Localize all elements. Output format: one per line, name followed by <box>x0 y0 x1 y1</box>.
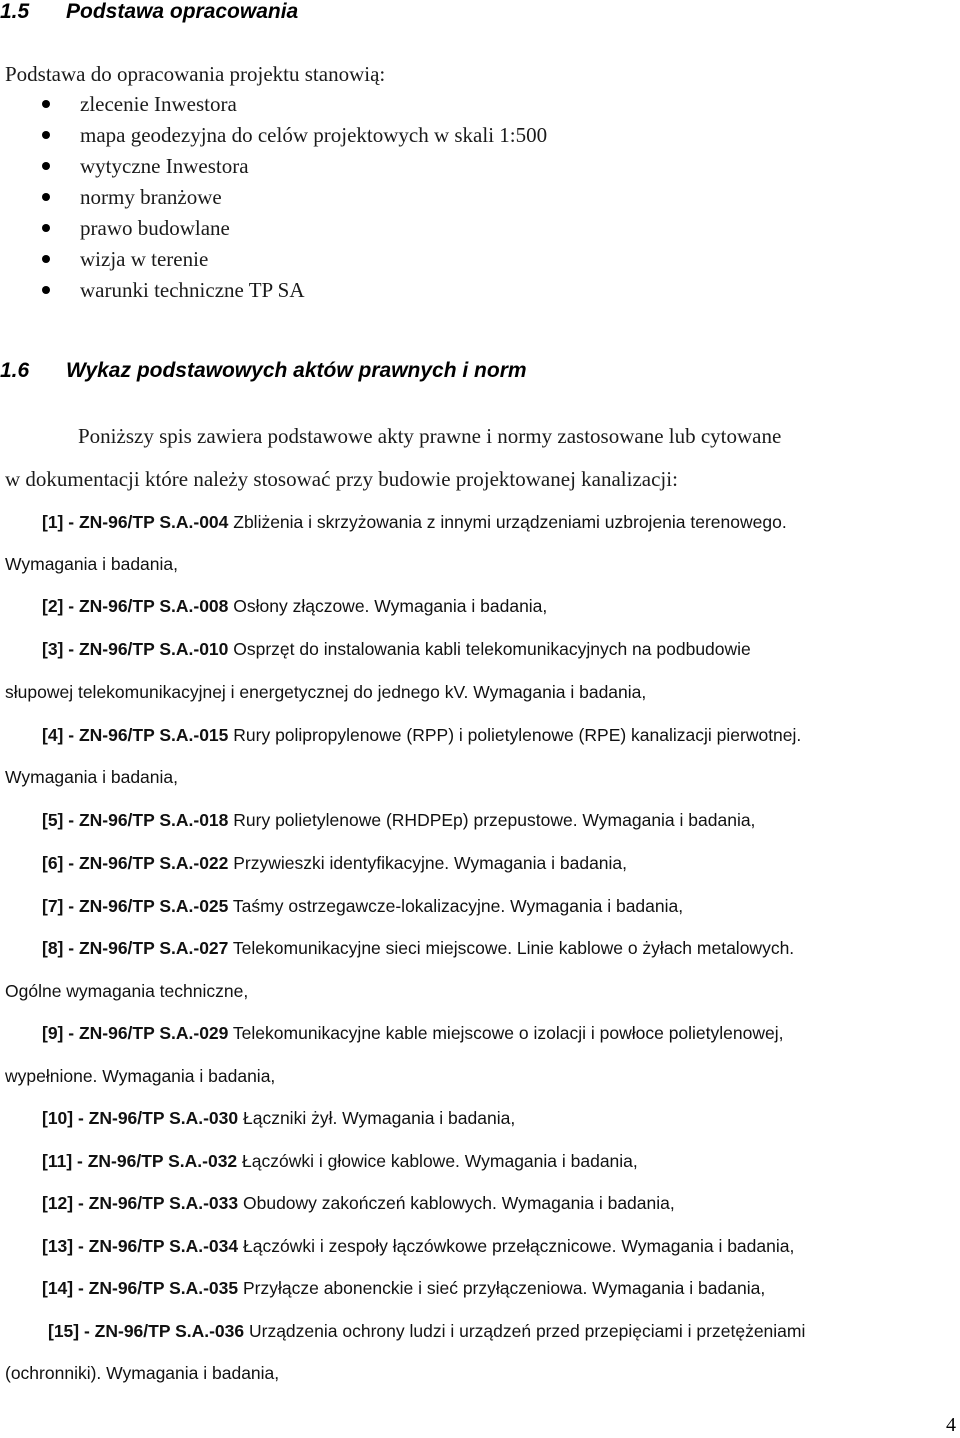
reference-code: [9] - ZN-96/TP S.A.-029 <box>42 1023 229 1043</box>
reference-text: Osłony złączowe. Wymagania i badania, <box>228 596 548 616</box>
reference-item <box>42 1150 638 1172</box>
reference-item <box>42 852 627 874</box>
bullet-icon <box>42 193 50 201</box>
bullet-icon <box>42 100 50 108</box>
reference-code: [3] - ZN-96/TP S.A.-010 <box>42 639 229 659</box>
reference-continuation: Ogólne wymagania techniczne, <box>5 981 249 1001</box>
reference-code: [11] - ZN-96/TP S.A.-032 <box>42 1151 238 1171</box>
list-item <box>0 278 547 309</box>
page-number: 4 <box>946 1414 956 1436</box>
reference-text: Łączniki żył. Wymagania i badania, <box>238 1108 516 1128</box>
reference-item <box>42 1192 675 1214</box>
reference-code: [6] - ZN-96/TP S.A.-022 <box>42 853 229 873</box>
paragraph-line-2: w dokumentacji które należy stosować przy budowie projektowanej kanalizacji: <box>5 467 678 491</box>
list-item <box>0 185 547 216</box>
reference-code: [5] - ZN-96/TP S.A.-018 <box>42 810 229 830</box>
reference-code: [14] - ZN-96/TP S.A.-035 <box>42 1278 239 1298</box>
reference-text: Telekomunikacyjne kable miejscowe o izolacji i powłoce polietylenowej, <box>228 1023 784 1043</box>
reference-continuation: słupowej telekomunikacyjnej i energetycznej do jednego kV. Wymagania i badania, <box>5 682 647 702</box>
reference-code: [8] - ZN-96/TP S.A.-027 <box>42 938 229 958</box>
reference-code: [10] - ZN-96/TP S.A.-030 <box>42 1108 239 1128</box>
reference-code: [7] - ZN-96/TP S.A.-025 <box>42 896 229 916</box>
reference-text: Taśmy ostrzegawcze-lokalizacyjne. Wymagania i badania, <box>228 896 684 916</box>
reference-text: Przywieszki identyfikacyjne. Wymagania i badania, <box>228 853 628 873</box>
section-title: Wykaz podstawowych aktów prawnych i norm <box>66 359 527 382</box>
reference-item <box>42 809 755 831</box>
list-item <box>0 216 547 247</box>
list-item <box>0 123 547 154</box>
reference-item <box>42 724 801 746</box>
reference-code: [13] - ZN-96/TP S.A.-034 <box>42 1236 239 1256</box>
reference-item <box>42 937 794 959</box>
list-item <box>0 247 547 278</box>
section-heading-1-5 <box>0 0 298 24</box>
bullet-icon <box>42 162 50 170</box>
reference-item <box>42 1022 784 1044</box>
reference-continuation: Wymagania i badania, <box>5 554 179 574</box>
reference-text: Przyłącze abonenckie i sieć przyłączeniowa. Wymagania i badania, <box>238 1278 766 1298</box>
list-item-text: wytyczne Inwestora <box>80 154 249 178</box>
reference-code: [2] - ZN-96/TP S.A.-008 <box>42 596 229 616</box>
bullet-icon <box>42 286 50 294</box>
reference-item <box>42 895 683 917</box>
reference-code: [12] - ZN-96/TP S.A.-033 <box>42 1193 239 1213</box>
reference-text: Osprzęt do instalowania kabli telekomunikacyjnych na podbudowie <box>228 639 751 659</box>
reference-item <box>42 1235 794 1257</box>
reference-continuation: Wymagania i badania, <box>5 767 179 787</box>
list-item <box>0 92 547 123</box>
section-heading-1-6 <box>0 359 527 383</box>
bullet-icon <box>42 131 50 139</box>
list-item <box>0 154 547 185</box>
list-item-text: mapa geodezyjna do celów projektowych w skali 1:500 <box>80 123 548 147</box>
reference-text: Zbliżenia i skrzyżowania z innymi urządzeniami uzbrojenia terenowego. <box>228 512 787 532</box>
reference-text: Urządzenia ochrony ludzi i urządzeń przed przepięciami i przetężeniami <box>244 1321 806 1341</box>
reference-item <box>42 511 787 533</box>
reference-text: Rury polietylenowe (RHDPEp) przepustowe. Wymagania i badania, <box>228 810 756 830</box>
section-number: 1.5 <box>0 0 30 23</box>
bullet-icon <box>42 224 50 232</box>
reference-code: [4] - ZN-96/TP S.A.-015 <box>42 725 229 745</box>
intro-text: Podstawa do opracowania projektu stanowią: <box>5 62 386 86</box>
reference-text: Telekomunikacyjne sieci miejscowe. Linie kablowe o żyłach metalowych. <box>228 938 795 958</box>
reference-text: Rury polipropylenowe (RPP) i polietylenowe (RPE) kanalizacji pierwotnej. <box>228 725 802 745</box>
reference-item <box>42 1107 515 1129</box>
bullet-list <box>0 92 547 309</box>
reference-item <box>42 595 547 617</box>
reference-continuation: wypełnione. Wymagania i badania, <box>5 1066 276 1086</box>
list-item-text: zlecenie Inwestora <box>80 92 237 116</box>
list-item-text: normy branżowe <box>80 185 222 209</box>
reference-text: Obudowy zakończeń kablowych. Wymagania i badania, <box>238 1193 675 1213</box>
reference-continuation: (ochronniki). Wymagania i badania, <box>5 1363 280 1383</box>
list-item-text: warunki techniczne TP SA <box>80 278 305 302</box>
reference-item <box>48 1320 805 1342</box>
reference-text: Łączówki i zespoły łączówkowe przełącznicowe. Wymagania i badania, <box>238 1236 795 1256</box>
paragraph-line-1: Poniższy spis zawiera podstawowe akty prawne i normy zastosowane lub cytowane <box>78 424 782 448</box>
reference-item <box>42 1277 765 1299</box>
bullet-icon <box>42 255 50 263</box>
reference-code: [15] - ZN-96/TP S.A.-036 <box>48 1321 245 1341</box>
reference-text: Łączówki i głowice kablowe. Wymagania i badania, <box>237 1151 638 1171</box>
section-title: Podstawa opracowania <box>66 0 299 23</box>
list-item-text: wizja w terenie <box>80 247 209 271</box>
reference-code: [1] - ZN-96/TP S.A.-004 <box>42 512 229 532</box>
reference-item <box>42 638 751 660</box>
section-number: 1.6 <box>0 359 30 382</box>
list-item-text: prawo budowlane <box>80 216 230 240</box>
